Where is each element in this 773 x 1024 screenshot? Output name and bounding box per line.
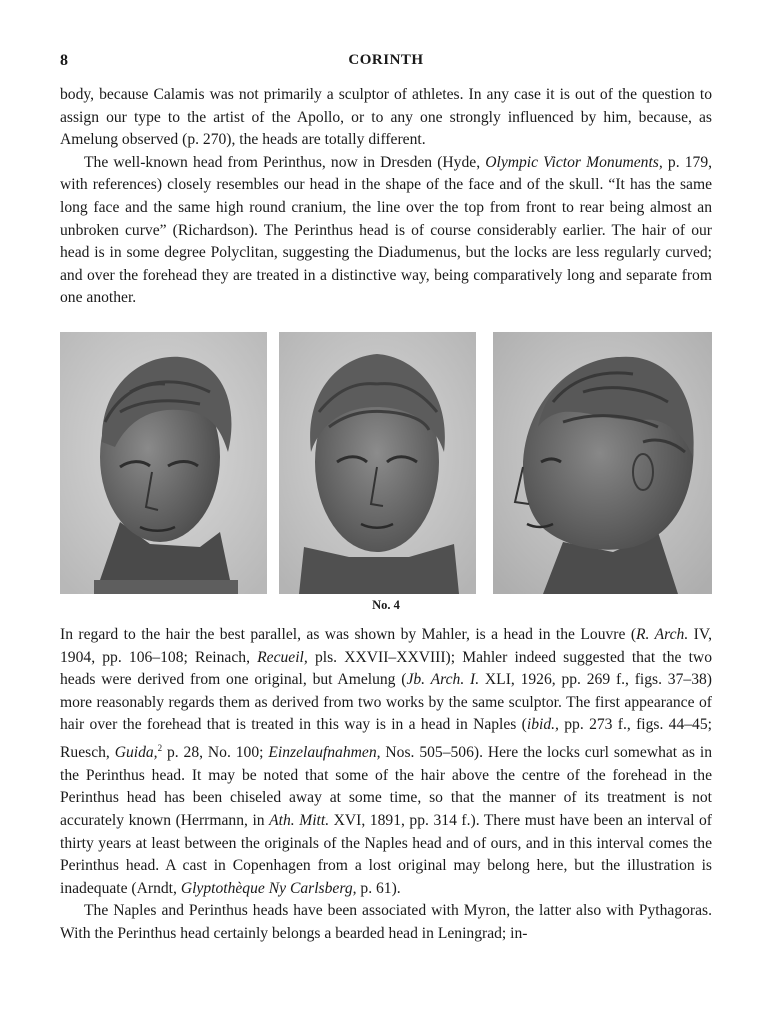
p3-text-15: XVI, 1891, pp. 314 f.). There must have been an interval of thirty years at least between the originals of the Naples head and of ours, and in this interval comes the Perinthus head. A cast in Copenhagen from a lost original may belong here, but the illustration is inadequate (Arndt, — [60, 811, 712, 897]
running-head: CORINTH — [348, 52, 424, 68]
citation-recueil: Recueil, — [257, 648, 308, 666]
citation-glyptotheque: Glyptothèque Ny Carlsberg, — [180, 879, 357, 897]
p3-text-1: In regard to the hair the best parallel, as was shown by Mahler, is a head in the Louvre ( — [60, 626, 637, 643]
head-photo-frontal — [279, 332, 476, 594]
paragraph-2-text-a: The well-known head from Perinthus, now in Dresden (Hyde, — [84, 153, 486, 171]
paragraph-2-text-b: p. 179, with references) closely resembles our head in the shape of the face and of the skull. “It has the same long face and the same high round cranium, the line over the top from front to rear being almost an unbroken curve” (Richardson). The Perinthus head is of course considerably earlier. The hair of our head is in some degree Polyclitan, suggesting the Diadumenus, but the locks are less regularly curved; and over the forehead they are treated in a distinctive way, being comparatively long and separate from one another. — [60, 153, 713, 307]
citation-ibid: ibid., — [526, 716, 559, 734]
p3-text-9: pp. 273 f., figs. 44–45; Ruesch, — [60, 716, 712, 762]
citation-einzelaufnahmen: Einzelaufnahmen, — [268, 744, 381, 762]
citation-olympic-victor-monuments: Olympic Victor Monuments, — [485, 153, 663, 171]
page-number: 8 — [60, 52, 68, 69]
p3-text-3: IV, 1904, pp. 106–108; Reinach, — [60, 626, 712, 666]
bottom-text-block — [60, 624, 712, 946]
figure-photographs — [60, 332, 712, 596]
p3-text-5: pls. XXVII–XXVIII); Mahler indeed suggested that the two heads were derived from one original, but Amelung ( — [60, 648, 712, 689]
p3-text-13: Nos. 505–506). Here the locks curl somewhat as in the Perinthus head. It may be noted that some of the hair above the centre of the forehead in the Perinthus head has been chiseled away at some time, so that the manner of its treatment is not accurately known (Herrmann, in — [60, 744, 713, 829]
page-header — [60, 52, 712, 72]
head-photo-profile — [493, 332, 712, 594]
paragraph-2 — [60, 152, 712, 310]
citation-r-arch: R. Arch. — [636, 626, 689, 643]
citation-ath-mitt: Ath. Mitt. — [269, 811, 330, 829]
paragraph-4: The Naples and Perinthus heads have been associated with Myron, the latter also with Pythagoras. With the Perinthus head certainly belongs a bearded head in Leningrad; in- — [60, 902, 712, 942]
p3-text-17: p. 61). — [356, 879, 401, 897]
guida-edition-superscript: 2 — [157, 742, 163, 753]
p3-text-11: p. 28, No. 100; — [162, 744, 269, 762]
paragraph-3 — [60, 624, 712, 900]
top-text-block — [60, 84, 712, 310]
figure-caption: No. 4 — [372, 598, 400, 612]
head-photo-three-quarter — [60, 332, 267, 594]
citation-jb-arch: Jb. Arch. I. — [406, 671, 480, 689]
p3-text-7: XLI, 1926, pp. 269 f., figs. 37–38) more reasonably regards them as derived from two works by the same sculptor. The first appearance of hair over the forehead that is treated in this way is in a head in Naples ( — [60, 671, 712, 734]
citation-guida: Guida, — [114, 744, 158, 762]
paragraph-1: body, because Calamis was not primarily a sculptor of athletes. In any case it is out of the question to assign our type to the artist of the Apollo, or to any one strongly influenced by him, because, as Amelung observed (p. 270), the heads are totally different. — [60, 86, 712, 149]
